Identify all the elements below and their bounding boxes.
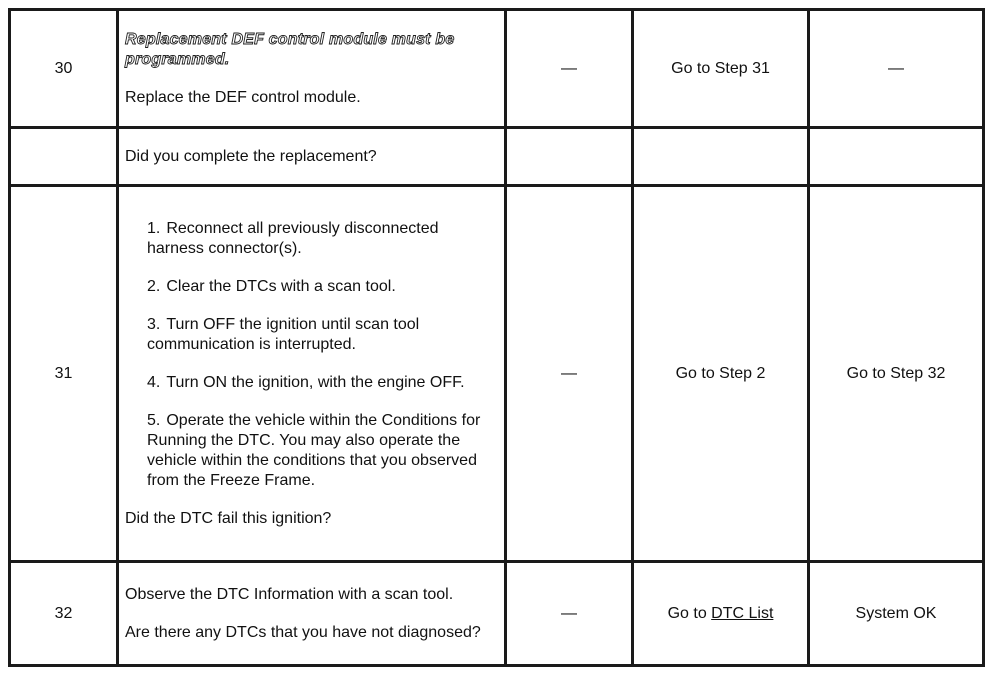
action-text: Observe the DTC Information with a scan tool. bbox=[125, 585, 454, 603]
no-cell: Go to Step 32 bbox=[809, 186, 984, 562]
yes-cell bbox=[633, 562, 809, 666]
step-number: 31 bbox=[10, 186, 118, 562]
table-row-step-30-question bbox=[10, 128, 984, 186]
list-item: 4. Turn ON the ignition, with the engine OFF. bbox=[147, 373, 465, 391]
programming-warning: Replacement DEF control module must be programmed. bbox=[125, 30, 455, 68]
table-row-step-30 bbox=[10, 10, 984, 128]
yes-cell: Go to Step 31 bbox=[633, 10, 809, 128]
list-item: 2. Clear the DTCs with a scan tool. bbox=[147, 277, 396, 295]
list-item: 1. Reconnect all previously disconnected harness connector(s). bbox=[147, 219, 439, 257]
yes-cell bbox=[633, 128, 809, 186]
action-cell bbox=[118, 10, 506, 128]
question-text: Did you complete the replacement? bbox=[118, 128, 506, 186]
action-cell bbox=[118, 186, 506, 562]
value-cell: — bbox=[506, 186, 633, 562]
value-cell: — bbox=[506, 562, 633, 666]
table-row-step-31 bbox=[10, 186, 984, 562]
value-cell bbox=[506, 128, 633, 186]
value-cell: — bbox=[506, 10, 633, 128]
list-item: 5. Operate the vehicle within the Conditions for Running the DTC. You may also operate the vehicle within the conditions that you observed from the Freeze Frame. bbox=[147, 411, 481, 489]
yes-prefix: Go to bbox=[667, 604, 712, 622]
table-row-step-32 bbox=[10, 562, 984, 666]
dtc-list-link[interactable]: DTC List bbox=[711, 604, 774, 622]
yes-cell: Go to Step 2 bbox=[633, 186, 809, 562]
list-item: 3. Turn OFF the ignition until scan tool communication is interrupted. bbox=[147, 315, 420, 353]
step-number: 30 bbox=[10, 10, 118, 128]
question-text: Did the DTC fail this ignition? bbox=[125, 509, 332, 527]
step-number bbox=[10, 128, 118, 186]
no-cell bbox=[809, 128, 984, 186]
diagnostic-table bbox=[8, 8, 985, 667]
action-cell bbox=[118, 562, 506, 666]
question-text: Are there any DTCs that you have not diagnosed? bbox=[125, 623, 481, 641]
no-cell: — bbox=[809, 10, 984, 128]
action-text: Replace the DEF control module. bbox=[125, 88, 361, 106]
procedure-list bbox=[125, 219, 498, 491]
no-cell: System OK bbox=[809, 562, 984, 666]
step-number: 32 bbox=[10, 562, 118, 666]
